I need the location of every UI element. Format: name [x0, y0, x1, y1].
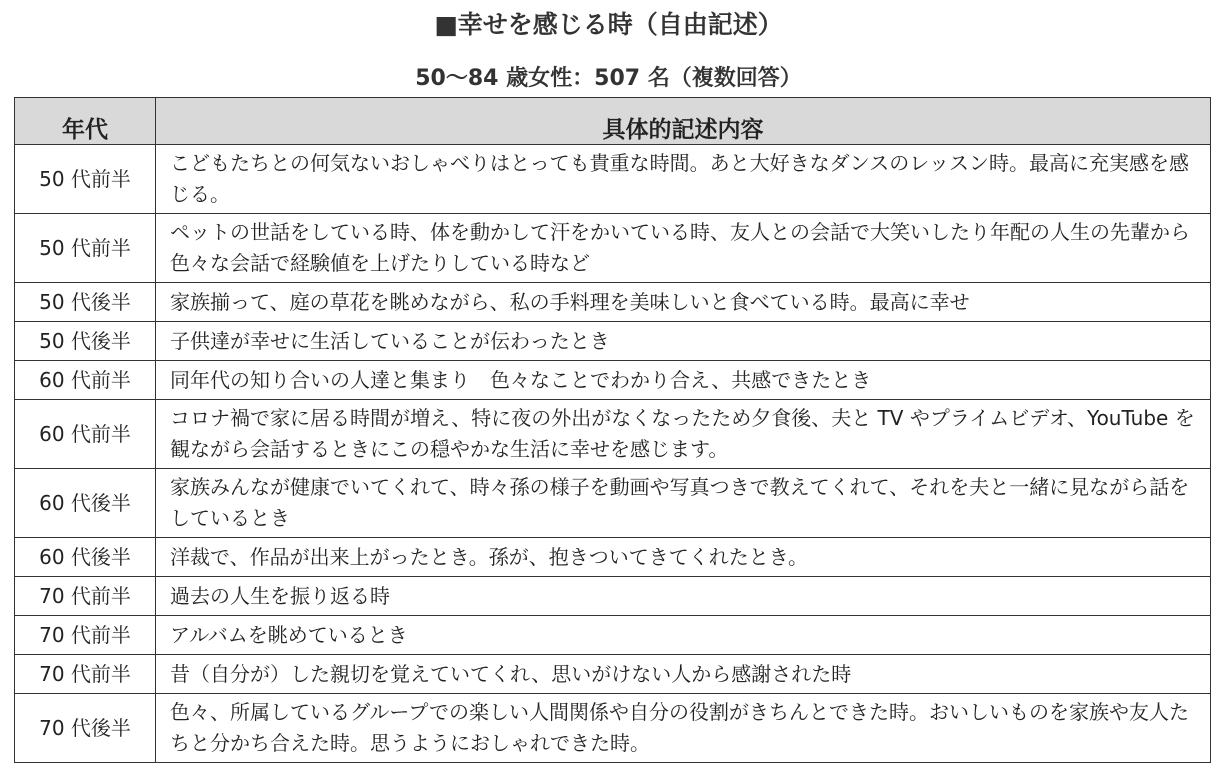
- table-header-row: [15, 98, 1211, 145]
- survey-table: [14, 97, 1211, 763]
- description-cell: こどもたちとの何気ないおしゃべりはとっても貴重な時間。あと大好きなダンスのレッスン時。最高に充実感を感じる。: [156, 145, 1211, 214]
- description-cell: コロナ禍で家に居る時間が増え、特に夜の外出がなくなったため夕食後、夫と TV やプライムビデオ、YouTube を観ながら会話するときにこの穏やかな生活に幸せを感じます。: [156, 400, 1211, 469]
- table-row: [15, 283, 1211, 322]
- age-cell: 70 代前半: [15, 577, 156, 616]
- table-row: [15, 655, 1211, 694]
- table-row: [15, 322, 1211, 361]
- description-cell: 家族みんなが健康でいてくれて、時々孫の様子を動画や写真つきで教えてくれて、それを夫と一緒に見ながら話をしているとき: [156, 469, 1211, 538]
- age-cell: 60 代後半: [15, 469, 156, 538]
- age-cell: 50 代前半: [15, 214, 156, 283]
- description-cell: 過去の人生を振り返る時: [156, 577, 1211, 616]
- age-column-header: 年代: [15, 98, 156, 145]
- description-cell: 子供達が幸せに生活していることが伝わったとき: [156, 322, 1211, 361]
- table-row: [15, 361, 1211, 400]
- age-cell: 70 代前半: [15, 616, 156, 655]
- age-cell: 70 代前半: [15, 655, 156, 694]
- description-cell: 昔（自分が）した親切を覚えていてくれ、思いがけない人から感謝された時: [156, 655, 1211, 694]
- age-cell: 60 代後半: [15, 538, 156, 577]
- description-cell: 同年代の知り合いの人達と集まり 色々なことでわかり合え、共感できたとき: [156, 361, 1211, 400]
- table-row: [15, 145, 1211, 214]
- document-subtitle: 50～84 歳女性：507 名（複数回答）: [415, 66, 802, 91]
- age-cell: 70 代後半: [15, 694, 156, 763]
- age-cell: 50 代後半: [15, 322, 156, 361]
- age-cell: 50 代後半: [15, 283, 156, 322]
- table-row: [15, 616, 1211, 655]
- description-cell: 家族揃って、庭の草花を眺めながら、私の手料理を美味しいと食べている時。最高に幸せ: [156, 283, 1211, 322]
- table-row: [15, 214, 1211, 283]
- table-row: [15, 469, 1211, 538]
- age-cell: 60 代前半: [15, 361, 156, 400]
- description-cell: ペットの世話をしている時、体を動かして汗をかいている時、友人との会話で大笑いしたり年配の人生の先輩から色々な会話で経験値を上げたりしている時など: [156, 214, 1211, 283]
- document-title: ■幸せを感じる時（自由記述）: [434, 10, 783, 39]
- table-row: [15, 538, 1211, 577]
- description-cell: 色々、所属しているグループでの楽しい人間関係や自分の役割がきちんとできた時。おいしいものを家族や友人たちと分かち合えた時。思うようにおしゃれできた時。: [156, 694, 1211, 763]
- table-row: [15, 577, 1211, 616]
- description-cell: アルバムを眺めているとき: [156, 616, 1211, 655]
- description-column-header: 具体的記述内容: [156, 98, 1211, 145]
- table-row: [15, 694, 1211, 763]
- table-row: [15, 400, 1211, 469]
- age-cell: 60 代前半: [15, 400, 156, 469]
- age-cell: 50 代前半: [15, 145, 156, 214]
- description-cell: 洋裁で、作品が出来上がったとき。孫が、抱きついてきてくれたとき。: [156, 538, 1211, 577]
